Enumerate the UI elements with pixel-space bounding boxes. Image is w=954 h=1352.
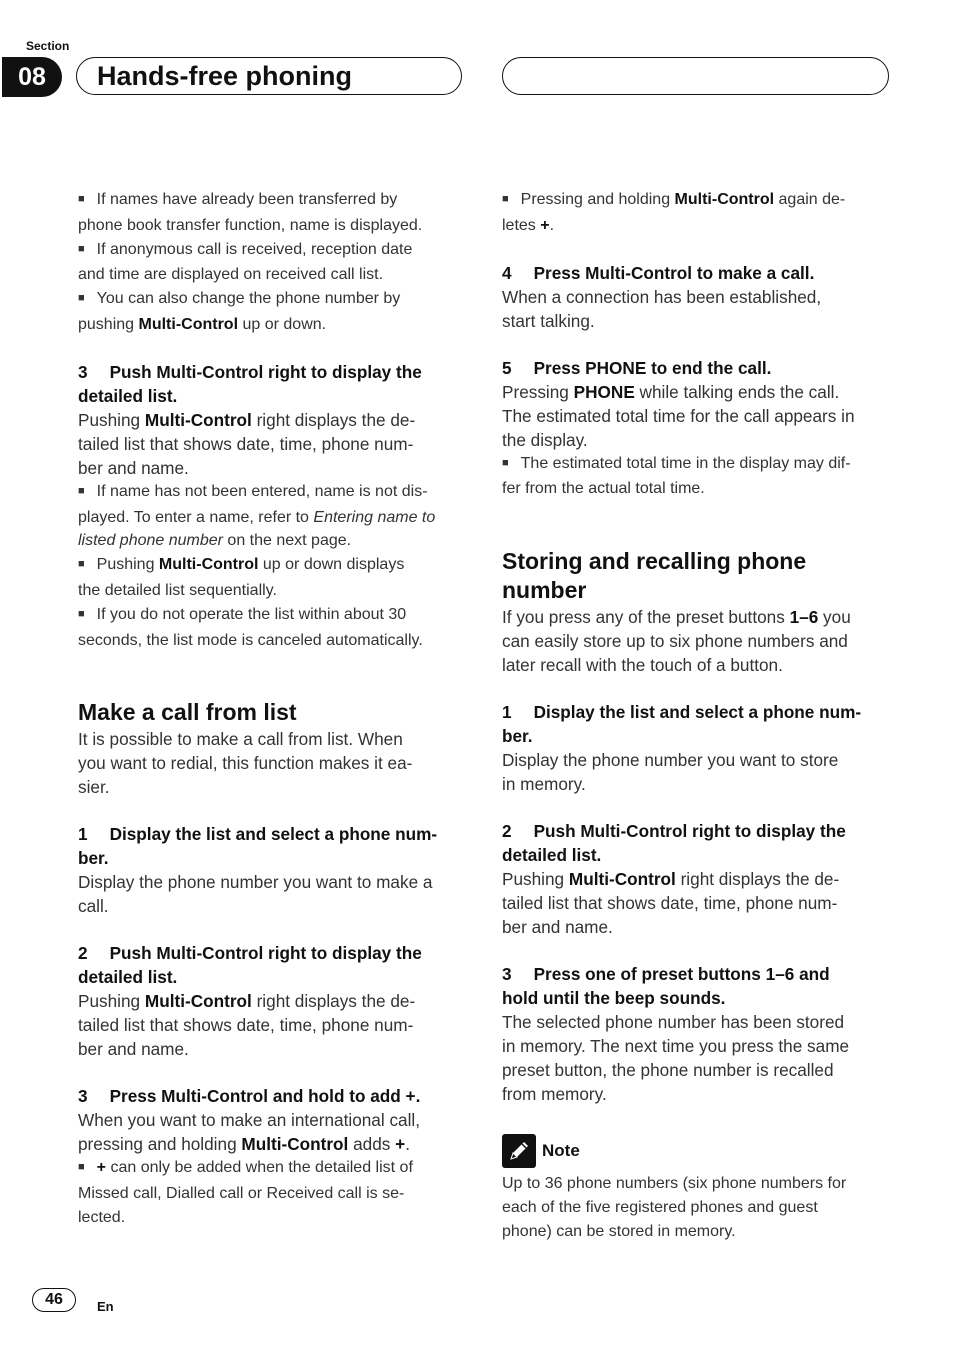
bullet-item: ■ If name has not been entered, name is not dis- played. To enter a name, refer to Entering name to listed phone number on the next page. [78, 482, 436, 550]
mc-step-3-body: When you want to make an international call, pressing and holding Multi-Control adds +. [78, 1110, 421, 1155]
bullet-item: ■ The estimated total time in the display may dif- fer from the actual total time. [502, 454, 851, 498]
note-header [502, 1134, 892, 1168]
bullet-square-icon: ■ [78, 193, 85, 205]
mc-step-1-heading: 1 Display the list and select a phone num- ber. [78, 824, 438, 869]
right-column [502, 188, 892, 1244]
store-heading: Storing and recalling phone number [502, 548, 807, 604]
mc-step-3-heading: 3 Press Multi-Control and hold to add +. [78, 1086, 421, 1107]
make-call-heading: Make a call from list [78, 699, 297, 726]
header-blank-box [502, 57, 889, 95]
step-4-heading: 4 Press Multi-Control to make a call. [502, 262, 815, 283]
page-number: 46 [32, 1288, 76, 1312]
bullet-item: ■ Pushing Multi-Control up or down displays the detailed list sequentially. [78, 556, 405, 599]
s-step-1-body: Display the phone number you want to store in memory. [502, 750, 839, 795]
bullet-square-icon: ■ [78, 292, 85, 305]
note-label: Note [542, 1141, 580, 1161]
bullet-item: ■ If names have already been transferred by phone book transfer function, name is displayed. [78, 191, 423, 234]
bullet-item: ■ If anonymous call is received, reception date and time are displayed on received call list. [78, 240, 413, 284]
pencil-icon [502, 1134, 536, 1168]
make-call-intro: It is possible to make a call from list. When you want to redial, this function makes it ea- sier. [78, 729, 413, 798]
title-box [76, 57, 462, 95]
bullet-square-icon: ■ [78, 242, 85, 255]
step-5-heading: 5 Press PHONE to end the call. [502, 357, 772, 378]
s-step-3-body: The selected phone number has been stored in memory. The next time you press the same preset button, the phone number is recalled from memory. [502, 1012, 850, 1105]
note-body: Up to 36 phone numbers (six phone numbers for each of the five registered phones and guest phone) can be stored in memory. [502, 1175, 847, 1240]
store-intro: If you press any of the preset buttons 1–6 you can easily store up to six phone numbers and later recall with the touch of a button. [502, 607, 851, 676]
bullet-item: ■ You can also change the phone number by pushing Multi-Control up or down. [78, 290, 401, 333]
mc-step-2-body: Pushing Multi-Control right displays the de- tailed list that shows date, time, phone num- ber and name. [78, 991, 416, 1060]
s-step-3-heading: 3 Press one of preset buttons 1–6 and hold until the beep sounds. [502, 964, 830, 1009]
step-5-body: Pressing PHONE while talking ends the call. The estimated total time for the call appears in the display. [502, 381, 855, 450]
language-label: En [97, 1299, 114, 1314]
section-label: Section [26, 39, 70, 53]
bullet-square-icon: ■ [502, 193, 509, 205]
step-3-body: Pushing Multi-Control right displays the de- tailed list that shows date, time, phone num- ber and name. [78, 409, 416, 478]
bullet-square-icon: ■ [502, 456, 509, 469]
bullet-item: ■ If you do not operate the list within about 30 seconds, the list mode is canceled automatically. [78, 605, 423, 649]
section-number: 08 [2, 57, 62, 97]
bullet-square-icon: ■ [78, 1161, 85, 1174]
bullet-item: ■ Pressing and holding Multi-Control again de- letes +. [502, 191, 846, 234]
bullet-square-icon: ■ [78, 558, 85, 571]
mc-step-1-body: Display the phone number you want to make a call. [78, 872, 433, 917]
page-title: Hands-free phoning [97, 61, 352, 91]
mc-step-2-heading: 2 Push Multi-Control right to display the detailed list. [78, 943, 422, 988]
step-3-heading: 3 Push Multi-Control right to display the detailed list. [78, 361, 422, 406]
s-step-2-body: Pushing Multi-Control right displays the de- tailed list that shows date, time, phone num- ber and name. [502, 869, 840, 938]
top-bullets [78, 188, 466, 337]
bullet-square-icon: ■ [78, 607, 85, 620]
step-4-body: When a connection has been established, start talking. [502, 286, 822, 331]
bullet-square-icon: ■ [78, 484, 85, 497]
left-column [78, 188, 466, 1230]
s-step-1-heading: 1 Display the list and select a phone num- ber. [502, 702, 862, 747]
bullet-item: ■ + can only be added when the detailed list of Missed call, Dialled call or Received call is se- lected. [78, 1159, 413, 1226]
s-step-2-heading: 2 Push Multi-Control right to display the detailed list. [502, 821, 846, 866]
